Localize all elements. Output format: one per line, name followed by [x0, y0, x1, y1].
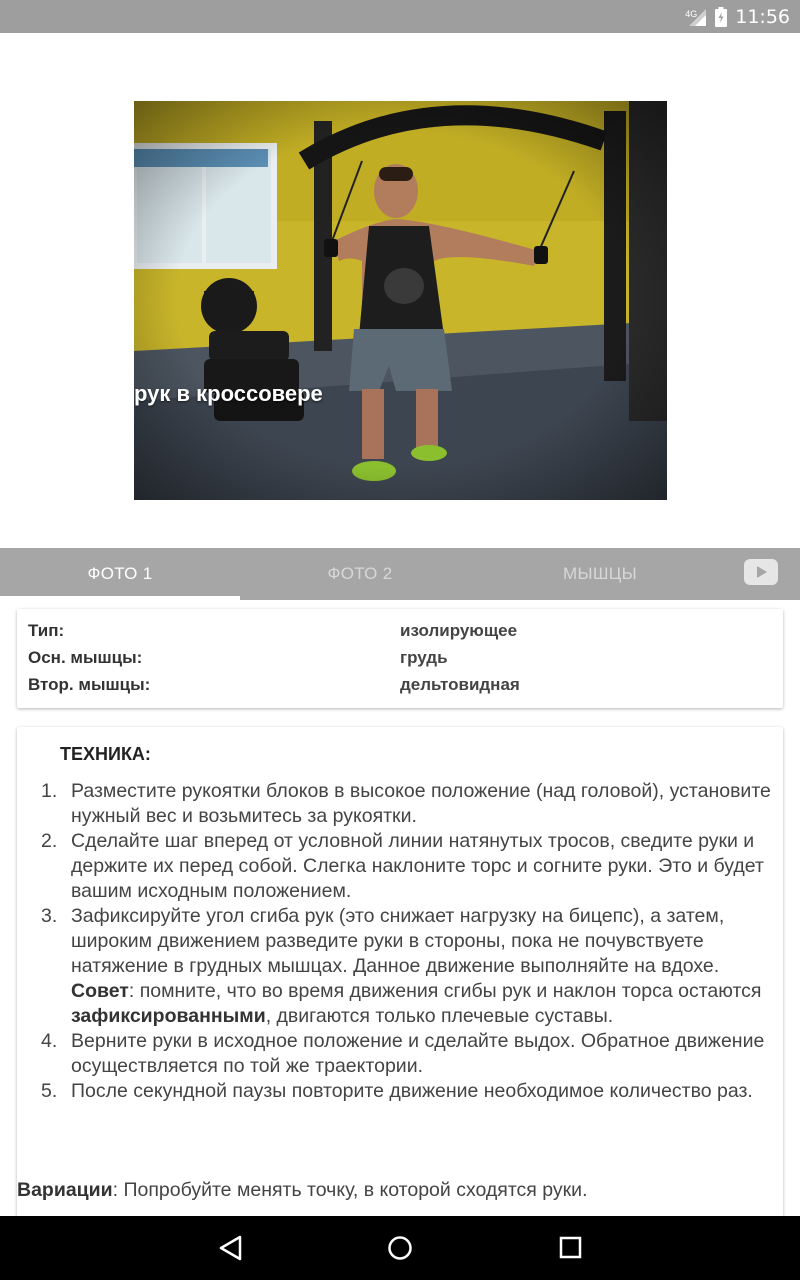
step-text: Зафиксируйте угол сгиба рук (это снижает нагрузку на бицепс), а затем, широким движением разведите руки в стороны, пока не почувствуете натяжение в грудных мышцах. Данное движение выполняйте на вдохе.	[71, 905, 725, 977]
info-value: дельтовидная	[400, 675, 520, 694]
step-number: 3.	[41, 905, 58, 927]
back-triangle-icon[interactable]	[216, 1233, 246, 1263]
info-row-primary-muscles	[28, 648, 768, 672]
system-nav-bar	[0, 1216, 800, 1280]
photo-caption: рук в кроссовере	[134, 381, 323, 406]
exercise-photo[interactable]	[134, 101, 667, 500]
step-number: 5.	[41, 1080, 58, 1102]
technique-step	[37, 1029, 777, 1079]
youtube-play-icon[interactable]	[744, 559, 778, 585]
network-type-label: 4G	[685, 8, 698, 19]
technique-title: ТЕХНИКА:	[60, 744, 151, 764]
tab-photo-2[interactable]: ФОТО 2	[327, 564, 393, 583]
info-row-type	[28, 621, 768, 645]
gym-scene-illustration	[134, 101, 667, 500]
step-text: , двигаются только плечевые суставы.	[265, 1005, 614, 1027]
exercise-info-card	[17, 609, 783, 708]
tab-muscles[interactable]: МЫШЦЫ	[563, 564, 637, 583]
signal-icon	[685, 7, 707, 27]
info-key: Втор. мышцы:	[28, 675, 151, 694]
variations-label: Вариации	[17, 1179, 113, 1201]
status-bar	[0, 0, 800, 33]
variations-text	[17, 1178, 777, 1203]
home-circle-icon[interactable]	[385, 1233, 415, 1263]
status-icons	[685, 0, 790, 33]
info-value: грудь	[400, 648, 448, 667]
step-text: : помните, что во время движения сгибы рук и наклон торса остаются	[128, 980, 762, 1002]
technique-step	[37, 779, 777, 829]
step-number: 2.	[41, 830, 58, 852]
technique-step	[37, 904, 777, 1029]
technique-step	[37, 1079, 777, 1104]
step-text-bold: Совет	[71, 980, 129, 1002]
battery-icon	[715, 7, 727, 27]
info-row-secondary-muscles	[28, 675, 768, 699]
step-number: 4.	[41, 1030, 58, 1052]
info-key: Осн. мышцы:	[28, 648, 143, 667]
variations-body: : Попробуйте менять точку, в которой сходятся руки.	[112, 1179, 588, 1201]
technique-step	[37, 829, 777, 904]
info-key: Тип:	[28, 621, 65, 640]
tab-photo-1[interactable]: ФОТО 1	[0, 548, 240, 600]
recents-square-icon[interactable]	[556, 1233, 586, 1263]
step-text-bold: зафиксированными	[71, 1005, 266, 1027]
tab-bar	[0, 548, 800, 600]
info-value: изолирующее	[400, 621, 518, 640]
step-text: После секундной паузы повторите движение необходимое количество раз.	[71, 1080, 753, 1102]
technique-steps-list	[37, 779, 777, 1104]
step-text: Верните руки в исходное положение и сделайте выдох. Обратное движение осуществляется по той же траектории.	[71, 1030, 765, 1077]
step-text: Сделайте шаг вперед от условной линии натянутых тросов, сведите руки и держите их перед собой. Слегка наклоните торс и согните руки. Это и будет вашим исходным положением.	[71, 830, 764, 902]
clock: 11:56	[735, 5, 790, 28]
step-number: 1.	[41, 780, 58, 802]
step-text: Разместите рукоятки блоков в высокое положение (над головой), установите нужный вес и возьмитесь за рукоятки.	[71, 780, 771, 827]
technique-card	[17, 727, 783, 1247]
